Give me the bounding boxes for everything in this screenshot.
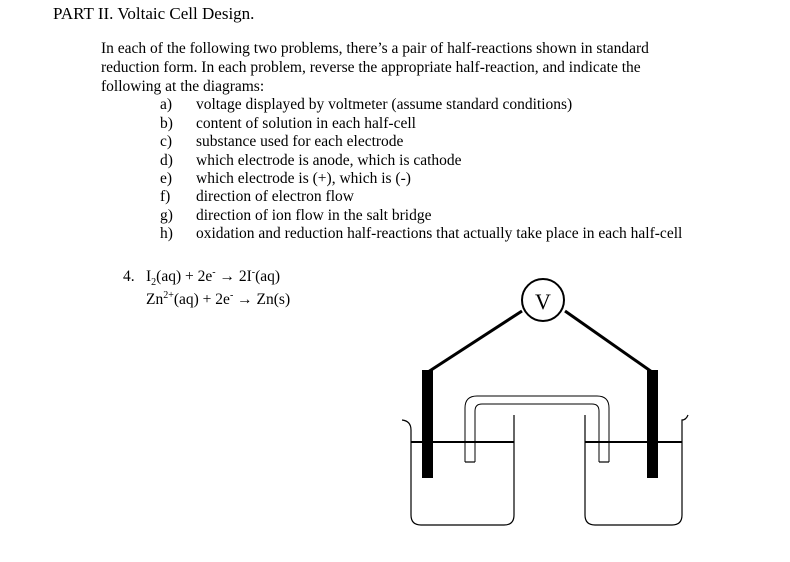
item-label-c: c) <box>160 133 173 150</box>
right-electrode <box>647 370 658 478</box>
item-label-f: f) <box>160 188 171 205</box>
left-electrode <box>422 370 433 478</box>
right-wire <box>565 311 652 372</box>
item-text-h: oxidation and reduction half-reactions that actually take place in each half-cell <box>196 225 683 242</box>
item-label-a: a) <box>160 96 173 113</box>
item-label-h: h) <box>160 225 173 242</box>
item-text-e: which electrode is (+), which is (-) <box>196 170 411 187</box>
intro-line-1: In each of the following two problems, there’s a pair of half-reactions shown in standard <box>101 40 649 57</box>
item-label-g: g) <box>160 207 173 224</box>
item-label-e: e) <box>160 170 173 187</box>
item-text-d: which electrode is anode, which is cathode <box>196 152 462 169</box>
intro-line-3: following at the diagrams: <box>101 78 265 95</box>
voltmeter-label: V <box>535 289 551 314</box>
left-wire <box>428 311 522 372</box>
item-text-b: content of solution in each half-cell <box>196 115 416 132</box>
intro-line-2: reduction form. In each problem, reverse the appropriate half-reaction, and indicate the <box>101 59 641 76</box>
part-title: PART II. Voltaic Cell Design. <box>53 4 255 23</box>
item-label-d: d) <box>160 152 173 169</box>
salt-bridge-inner <box>475 404 599 462</box>
item-label-b: b) <box>160 115 173 132</box>
problem-number: 4. <box>123 268 135 285</box>
half-reaction-zinc: $Zn^{2+}(aq) + 2e^- \to Zn(s)$ <box>146 289 291 308</box>
salt-bridge-outer <box>465 396 609 462</box>
right-beaker <box>585 415 688 525</box>
left-beaker <box>402 415 514 525</box>
item-text-g: direction of ion flow in the salt bridge <box>196 207 432 224</box>
item-text-c: substance used for each electrode <box>196 133 404 150</box>
half-reaction-iodine: $I_2(aq) + 2e^- \to 2I^-(aq)$ <box>146 266 281 289</box>
item-text-f: direction of electron flow <box>196 188 354 205</box>
item-text-a: voltage displayed by voltmeter (assume standard conditions) <box>196 96 573 113</box>
